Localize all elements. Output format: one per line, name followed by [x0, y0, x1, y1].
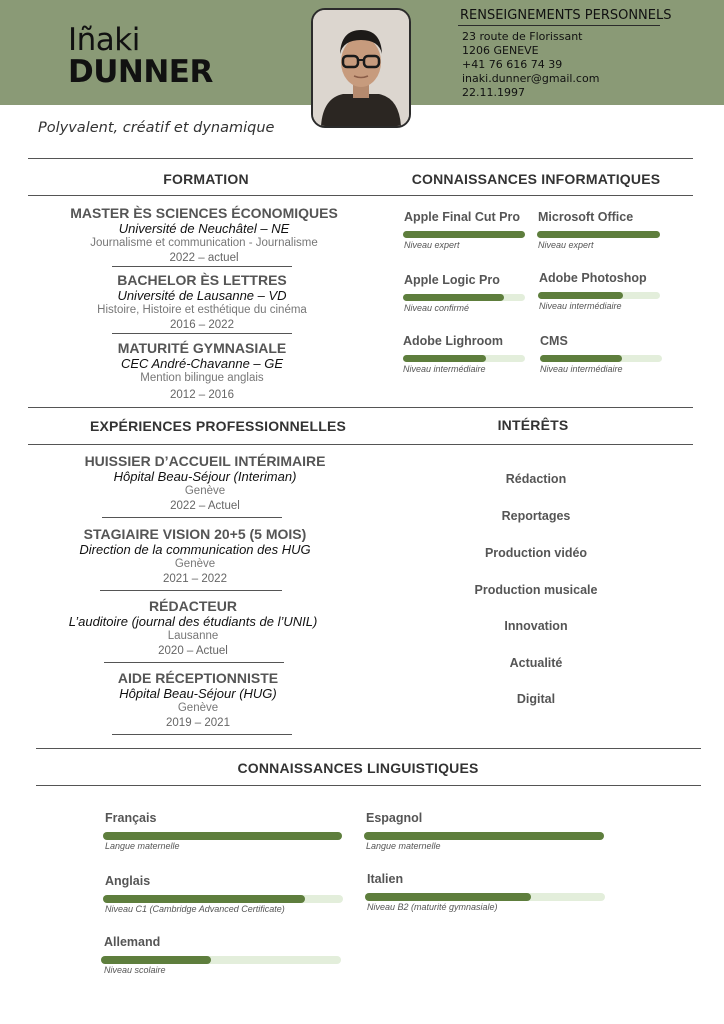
degree-title: MASTER ÈS SCIENCES ÉCONOMIQUES — [70, 205, 338, 221]
section-rule — [36, 748, 701, 749]
section-rule — [28, 444, 693, 445]
skill-bar — [540, 355, 662, 362]
language-bar — [103, 895, 343, 903]
formation-date: 2022 – actuel — [169, 252, 239, 264]
job-date: 2019 – 2021 — [166, 717, 230, 729]
language-bar — [103, 832, 342, 840]
section-rule — [36, 785, 701, 786]
experience-entry — [40, 453, 370, 514]
language-level: Langue maternelle — [366, 841, 441, 851]
job-place: Genève — [174, 558, 216, 570]
job-place: Lausanne — [167, 630, 219, 642]
experience-entry — [28, 598, 358, 659]
skill-level: Niveau confirmé — [404, 303, 470, 313]
job-employer: Hôpital Beau-Séjour (HUG) — [119, 686, 277, 701]
language-level: Niveau scolaire — [104, 965, 166, 975]
formation-entry — [54, 205, 354, 266]
language-level: Niveau B2 (maturité gymnasiale) — [367, 902, 498, 912]
skill-name: Adobe Lighroom — [403, 334, 503, 348]
skill-bar-fill — [537, 231, 660, 238]
skill-name: Apple Final Cut Pro — [404, 210, 520, 224]
formation-entry — [52, 340, 352, 403]
formation-title: FORMATION — [163, 171, 249, 187]
entry-separator — [100, 590, 282, 591]
skill-bar — [403, 231, 525, 238]
degree-title: MATURITÉ GYMNASIALE — [117, 340, 287, 356]
skill-name: Adobe Photoshop — [539, 271, 647, 285]
first-name: Iñaki — [68, 22, 140, 58]
experience-title: EXPÉRIENCES PROFESSIONNELLES — [89, 418, 347, 434]
phone-line: +41 76 616 74 39 — [462, 58, 563, 71]
job-date: 2020 – Actuel — [158, 645, 228, 657]
interest-item: Rédaction — [505, 472, 567, 486]
address-line: 23 route de Florissant — [462, 30, 583, 43]
skill-name: CMS — [540, 334, 568, 348]
skill-bar-fill — [403, 231, 525, 238]
language-bar-fill — [101, 956, 211, 964]
job-role: RÉDACTEUR — [149, 598, 237, 614]
skill-bar-fill — [540, 355, 622, 362]
city-line: 1206 GENEVE — [462, 44, 539, 57]
formation-detail: Journalisme et communication - Journalisme — [90, 237, 318, 249]
formation-detail: Histoire, Histoire et esthétique du cinéma — [97, 304, 307, 316]
job-role: HUISSIER D’ACCUEIL INTÉRIMAIRE — [84, 453, 326, 469]
last-name: DUNNER — [68, 54, 213, 90]
skill-level: Niveau expert — [404, 240, 460, 250]
language-name: Italien — [367, 872, 404, 886]
languages-title: CONNAISSANCES LINGUISTIQUES — [237, 760, 479, 776]
section-rule — [28, 407, 693, 408]
interest-item: Reportages — [501, 509, 571, 523]
language-bar-fill — [365, 893, 531, 901]
entry-separator — [104, 662, 284, 663]
language-bar — [364, 832, 604, 840]
birthdate-line: 22.11.1997 — [462, 86, 525, 99]
experience-entry — [33, 670, 363, 731]
interest-item: Production vidéo — [484, 546, 588, 560]
experience-entry — [30, 526, 360, 587]
language-name: Espagnol — [366, 811, 423, 825]
skill-bar — [403, 355, 525, 362]
tagline: Polyvalent, créatif et dynamique — [38, 120, 275, 136]
language-name: Allemand — [104, 935, 161, 949]
it-skills-title: CONNAISSANCES INFORMATIQUES — [411, 171, 661, 187]
skill-level: Niveau intermédiaire — [403, 364, 486, 374]
skill-bar-fill — [538, 292, 623, 299]
interest-item: Actualité — [509, 656, 563, 670]
formation-date: 2012 – 2016 — [170, 389, 234, 401]
personal-info-title: RENSEIGNEMENTS PERSONNELS — [460, 8, 672, 23]
portrait-illustration — [313, 10, 409, 126]
language-bar — [365, 893, 605, 901]
entry-separator — [102, 517, 282, 518]
skill-bar — [403, 294, 525, 301]
profile-photo — [311, 8, 411, 128]
skill-bar — [537, 231, 660, 238]
language-level: Niveau C1 (Cambridge Advanced Certificate) — [105, 904, 285, 914]
language-bar — [101, 956, 341, 964]
formation-detail: Mention bilingue anglais — [140, 372, 264, 384]
job-role: STAGIAIRE VISION 20+5 (5 MOIS) — [83, 526, 307, 542]
skill-bar — [538, 292, 660, 299]
job-employer: Direction de la communication des HUG — [79, 542, 311, 557]
skill-bar-fill — [403, 294, 504, 301]
job-date: 2022 – Actuel — [170, 500, 240, 512]
formation-entry — [52, 272, 352, 333]
language-bar-fill — [103, 832, 342, 840]
skill-bar-fill — [403, 355, 486, 362]
language-bar-fill — [364, 832, 604, 840]
entry-separator — [112, 333, 292, 334]
skill-name: Apple Logic Pro — [404, 273, 500, 287]
skill-level: Niveau intermédiaire — [540, 364, 623, 374]
school-name: Université de Neuchâtel – NE — [118, 221, 290, 236]
skill-level: Niveau intermédiaire — [539, 301, 622, 311]
entry-separator — [112, 734, 292, 735]
email-line: inaki.dunner@gmail.com — [462, 72, 600, 85]
job-employer: L’auditoire (journal des étudiants de l’UNIL) — [68, 614, 318, 629]
personal-info-rule — [458, 25, 660, 26]
language-level: Langue maternelle — [105, 841, 180, 851]
skill-name: Microsoft Office — [538, 210, 634, 224]
formation-date: 2016 – 2022 — [170, 319, 234, 331]
job-place: Genève — [177, 702, 219, 714]
job-place: Genève — [184, 485, 226, 497]
language-name: Anglais — [105, 874, 151, 888]
job-role: AIDE RÉCEPTIONNISTE — [117, 670, 279, 686]
school-name: Université de Lausanne – VD — [117, 288, 287, 303]
job-employer: Hôpital Beau-Séjour (Interiman) — [113, 469, 297, 484]
section-rule — [28, 158, 693, 159]
interests-title: INTÉRÊTS — [497, 417, 569, 433]
entry-separator — [112, 266, 292, 267]
skill-level: Niveau expert — [538, 240, 594, 250]
degree-title: BACHELOR ÈS LETTRES — [117, 272, 287, 288]
section-rule — [28, 195, 693, 196]
job-date: 2021 – 2022 — [163, 573, 227, 585]
language-bar-fill — [103, 895, 305, 903]
interest-item: Digital — [516, 692, 556, 706]
interest-item: Innovation — [504, 619, 568, 633]
language-name: Français — [105, 811, 157, 825]
school-name: CEC André-Chavanne – GE — [120, 356, 284, 371]
interest-item: Production musicale — [474, 583, 598, 597]
